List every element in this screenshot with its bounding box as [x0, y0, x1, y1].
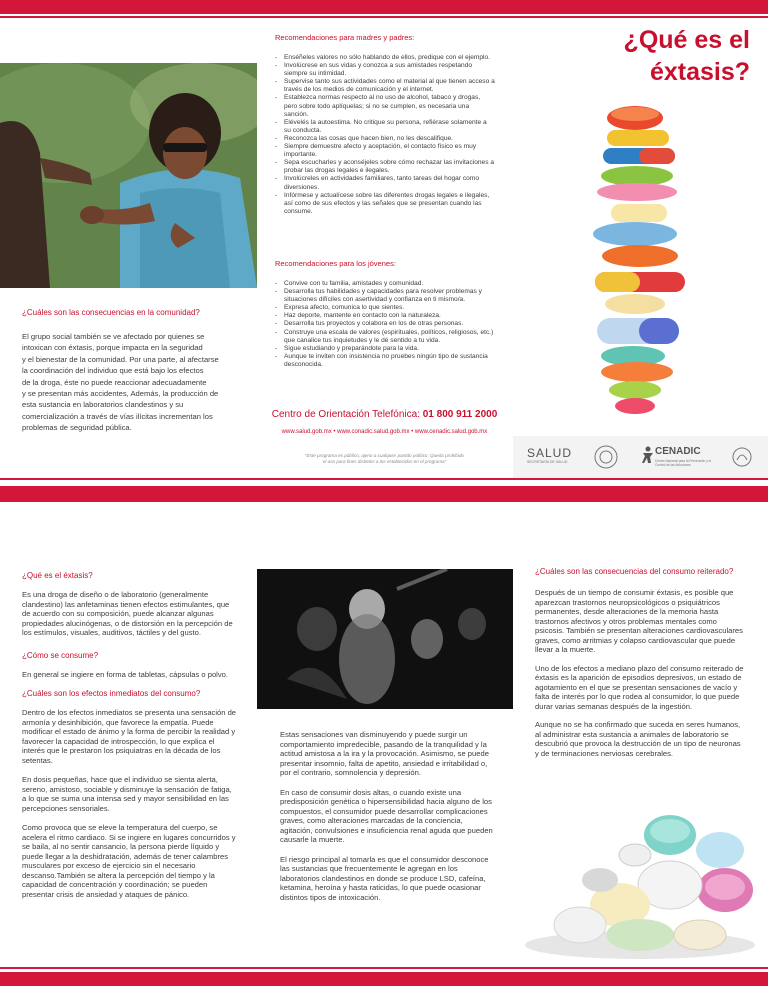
pills-pile-image	[520, 795, 765, 965]
photo-illustration	[0, 63, 257, 288]
contact-label: Centro de Orientación Telefónica:	[271, 409, 420, 420]
immediate-heading: ¿Cuáles son los efectos inmediatos del consumo?	[22, 689, 201, 698]
parents-section	[275, 33, 495, 216]
list-item: - Supervise tanto sus actividades como el material al que tienen acceso a través de los medios de comunicación y el internet.	[275, 78, 495, 94]
repeated-p2: Uno de los efectos a mediano plazo del consumo reiterado de éxtasis es la aparición de episodios depresivos, un estado de agotamiento en el que se presentan sensaciones de vacío y falta de interés por lo que rodea al consumidor, lo que puede durar varias semanas después de la ingestión.	[535, 663, 744, 711]
photo-party-crowd	[257, 569, 513, 709]
community-line: El grupo social también se ve afectado por quienes se	[22, 332, 205, 341]
list-item: - Sepa escucharles y aconséjeles sobre cómo rechazar las invitaciones a probar las drogas legales e ilegales.	[275, 159, 495, 175]
community-section	[22, 308, 254, 434]
mexico-seal-icon	[593, 444, 619, 470]
list-item: - Involúcreles en actividades familiares, tanto tareas del hogar como diversiones.	[275, 175, 495, 191]
top-red-band	[0, 0, 768, 14]
cover-title-line1: ¿Qué es el	[623, 26, 750, 54]
disclaimer: "Este programa es público, ajeno a cualquier partido político. Queda prohibido el uso para fines distintos a los establecidos en el programa"	[305, 453, 464, 464]
list-item: - Infórmese y actualícese sobre las diferentes drogas legales e ilegales, así como de sus efectos y las señales que se presentan cuando las consume.	[275, 192, 495, 216]
how-section	[22, 651, 237, 680]
contact-block	[262, 409, 507, 465]
cover-title-line2: éxtasis?	[649, 58, 750, 86]
how-heading: ¿Cómo se consume?	[22, 651, 99, 660]
community-line: intoxican con éxtasis, porque impacta en la seguridad	[22, 343, 203, 353]
list-item: - Involúcrese en sus vidas y conozca a sus amistades respetando siempre su intimidad.	[275, 62, 495, 78]
photo-two-young-men	[0, 63, 257, 288]
youth-section	[275, 259, 495, 369]
repeated-heading: ¿Cuáles son las consecuencias del consumo reiterado?	[535, 567, 734, 576]
list-item: - Enséñeles valores no sólo hablando de ellos, predique con el ejemplo.	[275, 54, 495, 62]
youth-heading: Recomendaciones para los jóvenes:	[275, 259, 396, 268]
middle-p2: En caso de consumir dosis altas, o cuando existe una predisposición genética o hipersensibilidad hacia alguno de los compuestos, el consumidor puede desarrollar complicaciones graves, como alteraciones marcadas de la conciencia, agitación, convulsiones e insuficiencia renal aguda que pueden causarle la muerte.	[280, 787, 493, 844]
middle-p1: Estas sensaciones van disminuyendo y puede surgir un comportamiento impredecible, pasando de la tranquilidad y la actitud amistosa a la ira y la provocación. Asimismo, se puede presentar insomnio, falta de apetito, ansiedad e irritabilidad o, por el contrario, somnolencia y depresión.	[280, 730, 489, 777]
youth-list	[275, 280, 495, 369]
list-item: - Convive con tu familia, amistades y comunidad.	[275, 280, 495, 288]
middle-column	[280, 730, 495, 902]
parents-heading: Recomendaciones para madres y padres:	[275, 33, 415, 42]
community-line: y el bienestar de la comunidad. Por una parte, al afectarse	[22, 354, 219, 364]
repeated-p1: Después de un tiempo de consumir éxtasis, es posible que aparezcan trastornos neuropsicológicos o psiquiátricos permanentes, desde alteraciones de la memoria hasta trastornos afectivos y otros problemas mentales como psicosis. También se presentan alteraciones cardiovasculares graves, como arritmias y colapso cardiovascular que puede llevar a la muerte.	[535, 588, 743, 654]
contact-websites[interactable]: www.salud.gob.mx • www.conadic.salud.gob.mx • www.cenadic.salud.gob.mx	[281, 429, 488, 435]
community-line: de la droga, éste no puede reaccionar adecuadamente	[22, 377, 207, 387]
list-item: - Desarrolla tus habilidades y capacidades para resolver problemas y situaciones difíciles con asertividad y confianza en ti mismo/a.	[275, 288, 495, 304]
salud-logo-sub: SECRETARÍA DE SALUD	[527, 460, 568, 464]
community-line: comercialización a través de vías ilícitas incrementan los	[22, 411, 213, 421]
cover-title	[560, 24, 750, 88]
conadic-logo-icon	[731, 446, 753, 468]
list-item: - Establezca normas respecto al no uso de alcohol, tabaco y drogas, pero sobre todo aplíquelas; si no se cumplen, es necesaria una sanción.	[275, 94, 495, 118]
community-heading: ¿Cuáles son las consecuencias en la comunidad?	[22, 308, 200, 317]
bottom-red-band	[0, 972, 768, 986]
photo-illustration-party	[257, 569, 513, 709]
logo-strip	[513, 436, 768, 478]
bottom-red-line	[0, 967, 768, 969]
middle-p3: El riesgo principal al tomarla es que el consumidor desconoce las sustancias que frecuentemente le agregan en los laboratorios clandestinos en donde se produce LSD, cafeína, ketamina, heroína y hasta raticidas, lo que puede ocasionar distintos tipos de intoxicación.	[280, 854, 489, 902]
middle-red-band	[0, 486, 768, 502]
cenadic-figure-icon	[641, 446, 655, 464]
cenadic-logo: CENADIC	[655, 446, 701, 457]
repeated-section	[535, 567, 745, 758]
list-item: - Sigue estudiando y preparándote para la vida.	[275, 345, 495, 353]
what-text: Es una droga de diseño o de laboratorio (generalmente clandestino) las anfetaminas tienen efectos estimulantes, que de acuerdo con su composición, puede alcanzar algunas propiedades alucinógenas, o de distorsión en la percepción de los estímulos, visuales, auditivos, táctiles y del gusto.	[22, 590, 233, 637]
list-item: - Construye una escala de valores (espirituales, políticos, religiosos, etc.) que canalice tus inquietudes y le dé sentido a tu vida.	[275, 329, 495, 345]
how-text: En general se ingiere en forma de tabletas, cápsulas o polvo.	[22, 670, 229, 679]
community-line: esta sustancia en laboratorios clandestinos y su	[22, 400, 184, 410]
list-item: - Aunque te inviten con insistencia no pruebes ningún tipo de sustancia desconocida.	[275, 353, 495, 369]
list-item: - Siempre demuestre afecto y aceptación, el contacto físico es muy importante.	[275, 143, 495, 159]
repeated-p3: Aunque no se ha confirmado que suceda en seres humanos, al administrar esta sustancia a animales de laboratorio se descubrió que provoca la destrucción de un tipo de neuronas y de terminaciones nerviosas cerebrales.	[535, 720, 741, 758]
list-item: - Elévelés la autoestima. No critique su persona, refiérase solamente a su conducta.	[275, 119, 495, 135]
what-section	[22, 571, 237, 638]
list-item: - Reconozca las cosas que hacen bien, no les descalifique.	[275, 135, 495, 143]
community-line: la coordinación del individuo que está bajo los efectos	[22, 366, 204, 376]
contact-line	[262, 409, 507, 420]
list-item: - Desarrolla tus proyectos y colabora en los de otras personas.	[275, 320, 495, 328]
list-item: - Expresa afecto, comunica lo que sientes.	[275, 304, 495, 312]
community-line: y se presentan más accidentes, Además, la producción de	[22, 389, 219, 399]
immediate-p2: En dosis pequeñas, hace que el individuo se sienta alerta, sereno, amistoso, sociable y disminuye la sensación de fatiga, a lo que se suma una intensa sed y mayor sensibilidad en las percepciones sensoriales.	[22, 775, 232, 813]
middle-red-line	[0, 478, 768, 480]
community-line: problemas de seguridad pública.	[22, 423, 132, 433]
list-item: - Haz deporte, mantente en contacto con la naturaleza.	[275, 312, 495, 320]
pill-stack-image	[585, 100, 695, 420]
what-heading: ¿Qué es el éxtasis?	[22, 571, 93, 580]
immediate-p3: Como provoca que se eleve la temperatura del cuerpo, se acelera el ritmo cardiaco. Si se ingiere en lugares concurridos y se baila, al no sentir cansancio, la persona pierde líquido y puede llegar a la deshidratación, además de tener calambres musculares por exceso de ejercicio sin el necesario descanso.También se altera la percepción del tiempo y la capacidad de concentración y coordinación; se pueden presentar crisis de ansiedad y ataques de pánico.	[22, 823, 236, 899]
cenadic-logo-sub: Centro Nacional para la Prevención y el Control de las Adicciones	[655, 459, 712, 467]
salud-logo: SALUD	[527, 446, 573, 460]
immediate-p1: Dentro de los efectos inmediatos se presenta una sensación de armonía y desinhibición, que favorece la empatía. Puede modificar el estado de ánimo y la forma de percibir la realidad y favorecer la capacidad de introspección, lo que explica el interés que le prestaron los psiquiatras en la década de los setentas.	[22, 708, 237, 765]
contact-phone: 01 800 911 2000	[422, 409, 498, 420]
community-text	[22, 331, 254, 434]
immediate-section	[22, 689, 237, 899]
parents-list	[275, 54, 495, 216]
top-red-line	[0, 16, 768, 18]
